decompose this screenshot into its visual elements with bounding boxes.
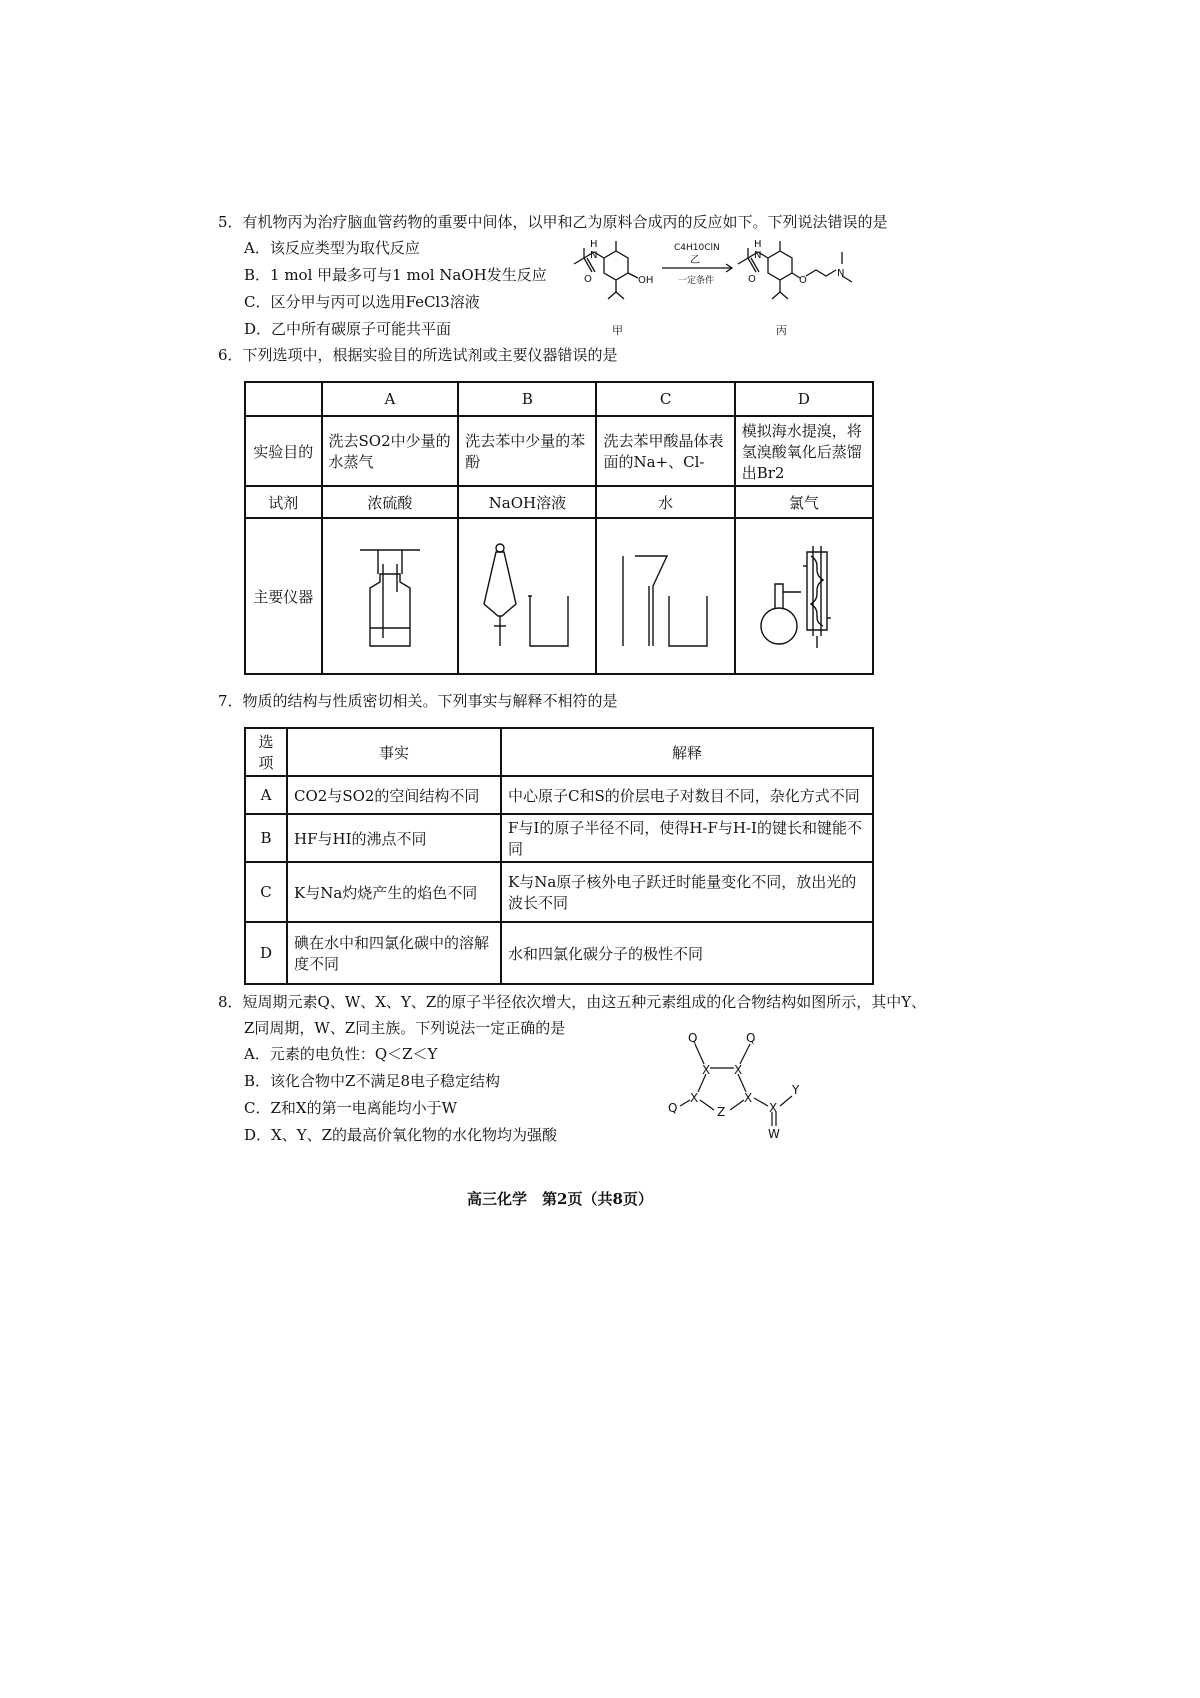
q7-row-c-explain: K与Na原子核外电子跃迁时能量变化不同，放出光的波长不同 bbox=[501, 862, 873, 922]
q5-reaction-scheme bbox=[570, 236, 890, 341]
q7-row-b-fact: HF与HI的沸点不同 bbox=[287, 814, 501, 862]
atom-w: W bbox=[768, 1127, 780, 1140]
q8-option-b: B．该化合物中Z不满足8电子稳定结构 bbox=[244, 1072, 500, 1090]
q6-header-a: A bbox=[322, 382, 459, 416]
reagent-formula: C4H10ClN bbox=[674, 243, 720, 253]
q5-option-c: C．区分甲与丙可以选用FeCl3溶液 bbox=[244, 293, 480, 311]
q7-row-d-option: D bbox=[245, 922, 287, 984]
q8-option-c: C．Z和X的第一电离能均小于W bbox=[244, 1099, 457, 1117]
q7-header-option: 选项 bbox=[245, 728, 287, 776]
q6-purpose-d: 模拟海水提溴，将氢溴酸氧化后蒸馏出Br2 bbox=[735, 416, 873, 486]
q6-apparatus-b bbox=[458, 518, 596, 674]
reactant-structure bbox=[574, 241, 638, 299]
funnel-glass-rod-beaker-icon bbox=[611, 534, 721, 654]
q7-header-explain: 解释 bbox=[501, 728, 873, 776]
atom-q-top-left: Q bbox=[688, 1031, 698, 1045]
q8-stem-line1: 8．短周期元素Q、W、X、Y、Z的原子半径依次增大，由这五种元素组成的化合物结构如图所示，其中Y、 bbox=[218, 993, 927, 1011]
q5-stem: 5．有机物丙为治疗脑血管药物的重要中间体，以甲和乙为原料合成丙的反应如下。下列说法错误的是 bbox=[218, 213, 888, 231]
q7-row-c-fact: K与Na灼烧产生的焰色不同 bbox=[287, 862, 501, 922]
atom-x-bottom-left: X bbox=[690, 1091, 699, 1105]
gas-washing-bottle-icon bbox=[350, 534, 430, 654]
q7-row-b-explain: F与I的原子半径不同，使得H-F与H-I的键长和键能不同 bbox=[501, 814, 873, 862]
q6-reagent-a: 浓硫酸 bbox=[322, 486, 459, 518]
q6-apparatus-a bbox=[322, 518, 459, 674]
flask-and-condenser-icon bbox=[749, 534, 859, 654]
atom-z: Z bbox=[717, 1105, 726, 1119]
reactant-oh-label: OH bbox=[638, 275, 654, 286]
reactant-label: 甲 bbox=[612, 324, 623, 337]
q5-option-a: A．该反应类型为取代反应 bbox=[244, 239, 420, 257]
q8-option-a: A．元素的电负性：Q＜Z＜Y bbox=[244, 1045, 438, 1063]
separatory-funnel-and-beaker-icon bbox=[472, 534, 582, 654]
page-footer: 高三化学 第2页（共8页） bbox=[467, 1190, 653, 1208]
q7-row-a-explain: 中心原子C和S的价层电子对数目不同，杂化方式不同 bbox=[501, 776, 873, 814]
q6-apparatus-d bbox=[735, 518, 873, 674]
q8-compound-structure bbox=[660, 1030, 820, 1140]
q6-reagent-c: 水 bbox=[596, 486, 734, 518]
atom-x-side: X bbox=[769, 1101, 778, 1115]
q8-stem-line2: Z同周期，W、Z同主族。下列说法一定正确的是 bbox=[244, 1019, 566, 1037]
reactant-n-label: N bbox=[590, 250, 598, 261]
reaction-condition: 一定条件 bbox=[678, 276, 715, 286]
atom-y: Y bbox=[792, 1083, 800, 1097]
atom-x-top-right: X bbox=[734, 1063, 743, 1077]
q8-option-d: D．X、Y、Z的最高价氧化物的水化物均为强酸 bbox=[244, 1126, 558, 1144]
q7-stem: 7．物质的结构与性质密切相关。下列事实与解释不相符的是 bbox=[218, 692, 618, 710]
q6-table bbox=[244, 381, 874, 675]
q7-row-c-option: C bbox=[245, 862, 287, 922]
product-n-label: N bbox=[754, 250, 762, 261]
product-label: 丙 bbox=[776, 324, 787, 337]
q6-apparatus-c bbox=[596, 518, 734, 674]
q6-header-d: D bbox=[735, 382, 873, 416]
q7-row-d-explain: 水和四氯化碳分子的极性不同 bbox=[501, 922, 873, 984]
product-amine-n-label: N bbox=[837, 268, 845, 279]
q7-row-a-option: A bbox=[245, 776, 287, 814]
q7-header-fact: 事实 bbox=[287, 728, 501, 776]
q6-purpose-a: 洗去SO2中少量的水蒸气 bbox=[322, 416, 459, 486]
q6-row-purpose-label: 实验目的 bbox=[245, 416, 322, 486]
q6-header-b: B bbox=[458, 382, 596, 416]
q6-purpose-b: 洗去苯中少量的苯酚 bbox=[458, 416, 596, 486]
atom-x-top-left: X bbox=[702, 1063, 711, 1077]
product-h-label: H bbox=[754, 239, 762, 250]
atom-q-left: Q bbox=[668, 1101, 678, 1115]
q6-stem: 6．下列选项中，根据实验目的所选试剂或主要仪器错误的是 bbox=[218, 346, 618, 364]
product-ether-o-label: O bbox=[799, 275, 807, 286]
q5-option-d: D．乙中所有碳原子可能共平面 bbox=[244, 320, 452, 338]
q7-row-d-fact: 碘在水中和四氯化碳中的溶解度不同 bbox=[287, 922, 501, 984]
atom-q-top-right: Q bbox=[746, 1031, 756, 1045]
q7-row-a-fact: CO2与SO2的空间结构不同 bbox=[287, 776, 501, 814]
atom-x-bottom-right: X bbox=[744, 1091, 753, 1105]
q6-row-apparatus-label: 主要仪器 bbox=[245, 518, 322, 674]
q7-row-b-option: B bbox=[245, 814, 287, 862]
product-carbonyl-o-label: O bbox=[748, 274, 756, 285]
q6-reagent-b: NaOH溶液 bbox=[458, 486, 596, 518]
reactant-h-label: H bbox=[590, 239, 598, 250]
q6-header-c: C bbox=[596, 382, 734, 416]
q5-option-b: B．1 mol 甲最多可与1 mol NaOH发生反应 bbox=[244, 266, 547, 284]
q6-reagent-d: 氯气 bbox=[735, 486, 873, 518]
q6-purpose-c: 洗去苯甲酸晶体表面的Na+、Cl- bbox=[596, 416, 734, 486]
q7-table bbox=[244, 727, 874, 985]
q6-header-blank bbox=[245, 382, 322, 416]
reagent-name: 乙 bbox=[690, 255, 700, 266]
q6-row-reagent-label: 试剂 bbox=[245, 486, 322, 518]
reactant-o-label: O bbox=[584, 274, 592, 285]
